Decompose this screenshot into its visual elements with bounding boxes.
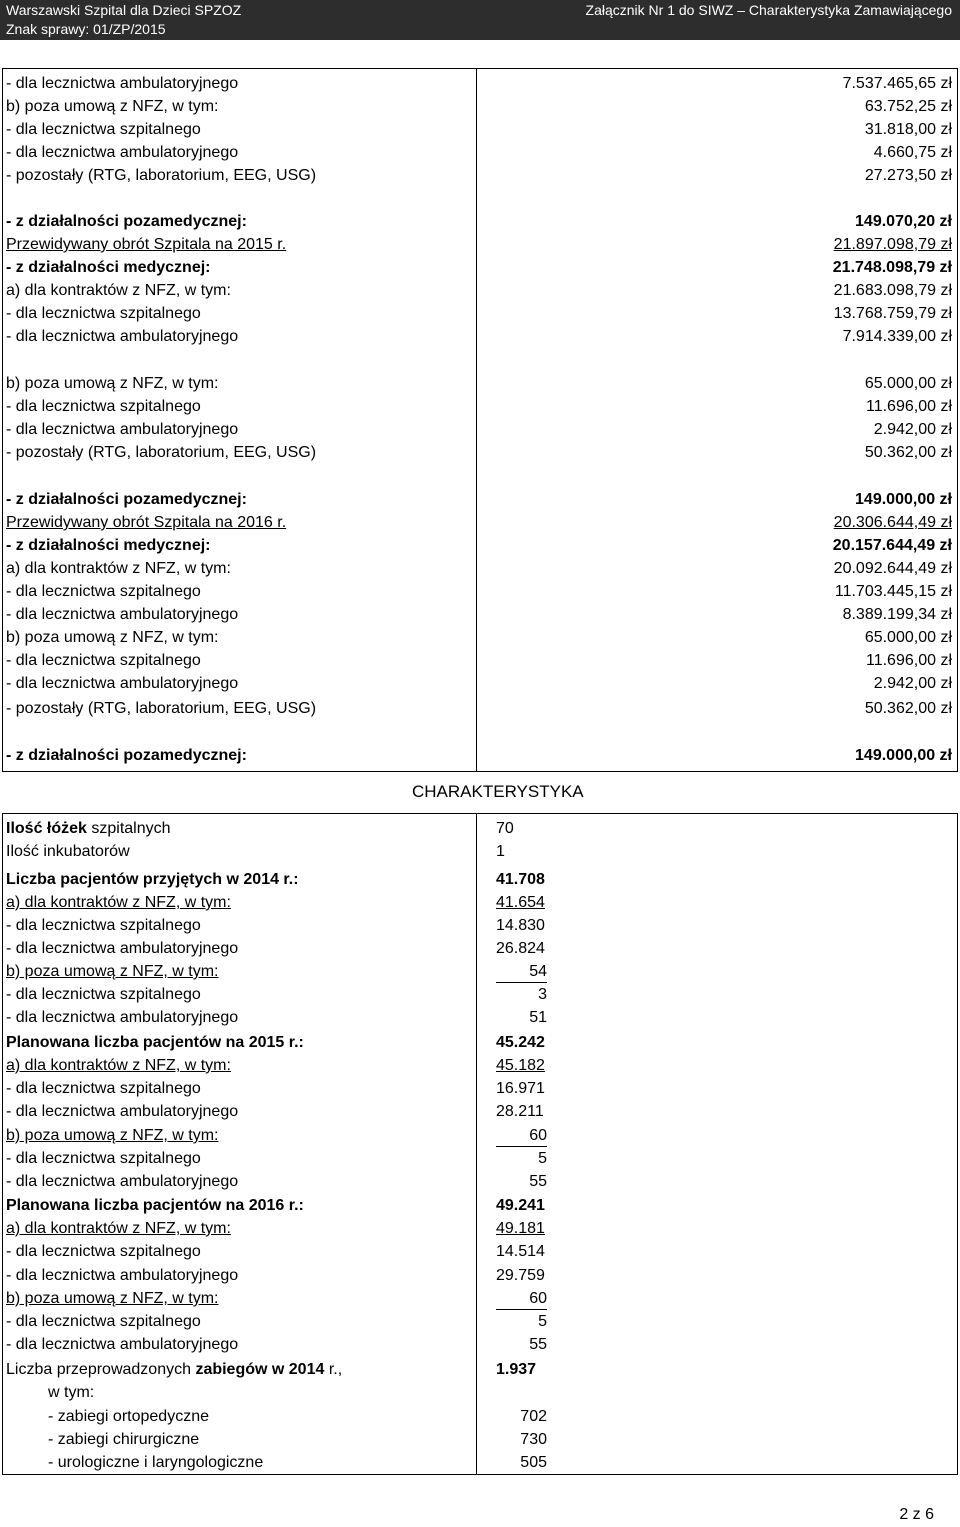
procedures-subtitle: w tym: — [48, 1384, 95, 1401]
char-value: 54 — [496, 962, 547, 983]
procedure-item-value: 505 — [520, 1454, 547, 1471]
char-label: b) poza umową z NFZ, w tym: — [6, 963, 219, 980]
finance-label: Przewidywany obrót Szpitala na 2015 r. — [6, 236, 287, 253]
finance-label: - dla lecznictwa ambulatoryjnego — [6, 421, 239, 438]
finance-value: 7.537.465,65 zł — [842, 75, 952, 92]
finance-value: 2.942,00 zł — [873, 421, 952, 438]
table-divider — [476, 68, 477, 772]
incubators-label: Ilość inkubatorów — [6, 843, 130, 860]
char-label: - dla lecznictwa szpitalnego — [6, 1313, 201, 1330]
finance-label: - z działalności pozamedycznej: — [6, 491, 247, 508]
finance-value: 13.768.759,79 zł — [833, 305, 952, 322]
procedure-item-label: - urologiczne i laryngologiczne — [48, 1454, 264, 1471]
finance-value: 20.157.644,49 zł — [832, 537, 952, 554]
finance-label: - dla lecznictwa szpitalnego — [6, 398, 201, 415]
char-label: - dla lecznictwa szpitalnego — [6, 917, 201, 934]
char-label: - dla lecznictwa ambulatoryjnego — [6, 940, 239, 957]
finance-value: 65.000,00 zł — [864, 375, 952, 392]
char-label: - dla lecznictwa ambulatoryjnego — [6, 1173, 239, 1190]
finance-value: 11.696,00 zł — [866, 652, 952, 669]
char-label: Liczba pacjentów przyjętych w 2014 r.: — [6, 871, 299, 888]
finance-label: - dla lecznictwa szpitalnego — [6, 652, 201, 669]
table-border-top — [2, 68, 958, 69]
finance-value: 20.092.644,49 zł — [833, 560, 952, 577]
procedures-label-b: zabiegów w 2014 — [195, 1361, 325, 1378]
table-border-right — [957, 68, 958, 772]
char-label: Planowana liczba pacjentów na 2016 r.: — [6, 1197, 304, 1214]
char-value: 51 — [529, 1009, 547, 1026]
finance-value: 11.696,00 zł — [866, 398, 952, 415]
char-label: - dla lecznictwa ambulatoryjnego — [6, 1103, 239, 1120]
finance-value: 149.070,20 zł — [855, 213, 952, 230]
char-value: 28.211 — [496, 1103, 544, 1120]
finance-label: - z działalności medycznej: — [6, 259, 211, 276]
char-value: 41.654 — [496, 894, 545, 911]
finance-label: - pozostały (RTG, laboratorium, EEG, USG) — [6, 700, 317, 717]
finance-label: Przewidywany obrót Szpitala na 2016 r. — [6, 514, 287, 531]
char-label: - dla lecznictwa ambulatoryjnego — [6, 1336, 239, 1353]
finance-value: 65.000,00 zł — [864, 629, 952, 646]
char-value: 3 — [538, 986, 547, 1003]
finance-label: - dla lecznictwa szpitalnego — [6, 305, 201, 322]
char-label: a) dla kontraktów z NFZ, w tym: — [6, 1057, 231, 1074]
beds-label-bold: Ilość łóżek — [6, 820, 87, 837]
char-label: b) poza umową z NFZ, w tym: — [6, 1290, 219, 1307]
char-label: b) poza umową z NFZ, w tym: — [6, 1127, 219, 1144]
char-label: - dla lecznictwa szpitalnego — [6, 1150, 201, 1167]
beds-label-rest: szpitalnych — [86, 820, 171, 837]
char-value-wrap — [496, 960, 547, 983]
char-table-divider — [476, 813, 477, 1475]
procedure-item-value: 702 — [520, 1408, 547, 1425]
case-number: Znak sprawy: 01/ZP/2015 — [6, 21, 166, 37]
procedure-item-value: 730 — [520, 1431, 547, 1448]
table-border-left — [2, 68, 3, 772]
char-value: 14.514 — [496, 1243, 545, 1260]
procedures-label-a: Liczba przeprowadzonych — [6, 1361, 196, 1378]
char-label: a) dla kontraktów z NFZ, w tym: — [6, 1220, 231, 1237]
finance-value: 50.362,00 zł — [864, 700, 952, 717]
char-label: - dla lecznictwa szpitalnego — [6, 986, 201, 1003]
finance-label: - dla lecznictwa szpitalnego — [6, 583, 201, 600]
header-attachment-title: Załącznik Nr 1 do SIWZ – Charakterystyka Zamawiającego — [585, 2, 952, 18]
finance-label: - z działalności medycznej: — [6, 537, 211, 554]
finance-label: b) poza umową z NFZ, w tym: — [6, 375, 219, 392]
finance-label: a) dla kontraktów z NFZ, w tym: — [6, 282, 231, 299]
beds-label — [6, 817, 171, 840]
char-label: a) dla kontraktów z NFZ, w tym: — [6, 894, 231, 911]
finance-value: 149.000,00 zł — [855, 491, 952, 508]
procedures-label — [6, 1358, 342, 1381]
finance-value: 21.897.098,79 zł — [833, 236, 952, 253]
procedures-value: 1.937 — [496, 1361, 537, 1378]
finance-value: 2.942,00 zł — [873, 675, 952, 692]
char-value: 55 — [529, 1173, 547, 1190]
char-value: 16.971 — [496, 1080, 545, 1097]
procedures-label-c: r., — [324, 1361, 343, 1378]
finance-value: 4.660,75 zł — [873, 144, 952, 161]
char-value: 45.242 — [496, 1034, 545, 1051]
finance-label: a) dla kontraktów z NFZ, w tym: — [6, 560, 231, 577]
char-label: - dla lecznictwa szpitalnego — [6, 1080, 201, 1097]
header-left — [6, 1, 241, 39]
finance-label: - pozostały (RTG, laboratorium, EEG, USG) — [6, 444, 317, 461]
finance-label: - dla lecznictwa ambulatoryjnego — [6, 328, 239, 345]
procedure-item-label: - zabiegi chirurgiczne — [48, 1431, 200, 1448]
finance-value: 27.273,50 zł — [864, 167, 952, 184]
finance-label: - dla lecznictwa ambulatoryjnego — [6, 675, 239, 692]
finance-label: - pozostały (RTG, laboratorium, EEG, USG) — [6, 167, 317, 184]
char-value-wrap — [496, 1124, 547, 1147]
char-table-border-top — [2, 813, 958, 814]
char-value: 14.830 — [496, 917, 545, 934]
finance-value: 21.748.098,79 zł — [832, 259, 952, 276]
char-table-border-left — [2, 813, 3, 1475]
finance-value: 31.818,00 zł — [864, 121, 952, 138]
finance-value: 63.752,25 zł — [864, 98, 952, 115]
char-value: 45.182 — [496, 1057, 545, 1074]
finance-label: - dla lecznictwa ambulatoryjnego — [6, 144, 239, 161]
table-border-bottom — [2, 771, 958, 772]
finance-label: b) poza umową z NFZ, w tym: — [6, 98, 219, 115]
beds-value: 70 — [496, 820, 514, 837]
char-value: 5 — [538, 1313, 547, 1330]
document-header — [0, 0, 960, 40]
incubators-value: 1 — [496, 843, 505, 860]
finance-label: - dla lecznictwa szpitalnego — [6, 121, 201, 138]
char-value: 49.241 — [496, 1197, 545, 1214]
char-value: 60 — [496, 1126, 547, 1147]
finance-value: 149.000,00 zł — [855, 747, 952, 764]
hospital-name: Warszawski Szpital dla Dzieci SPZOZ — [6, 2, 242, 18]
char-table-border-right — [957, 813, 958, 1475]
finance-value: 8.389.199,34 zł — [842, 606, 952, 623]
char-label: - dla lecznictwa ambulatoryjnego — [6, 1009, 239, 1026]
char-value: 26.824 — [496, 940, 545, 957]
char-value: 49.181 — [496, 1220, 545, 1237]
section-title: CHARAKTERYSTYKA — [412, 782, 584, 801]
char-label: - dla lecznictwa szpitalnego — [6, 1243, 201, 1260]
char-table-border-bottom — [2, 1474, 958, 1475]
finance-label: - z działalności pozamedycznej: — [6, 213, 247, 230]
char-value: 60 — [496, 1289, 547, 1310]
finance-value: 20.306.644,49 zł — [833, 514, 952, 531]
char-value: 55 — [529, 1336, 547, 1353]
finance-label: b) poza umową z NFZ, w tym: — [6, 629, 219, 646]
char-value: 5 — [538, 1150, 547, 1167]
char-value: 41.708 — [496, 871, 545, 888]
finance-value: 11.703.445,15 zł — [834, 583, 952, 600]
char-label: Planowana liczba pacjentów na 2015 r.: — [6, 1034, 304, 1051]
finance-label: - z działalności pozamedycznej: — [6, 747, 247, 764]
finance-value: 50.362,00 zł — [864, 444, 952, 461]
finance-label: - dla lecznictwa ambulatoryjnego — [6, 75, 239, 92]
page-number: 2 z 6 — [899, 1506, 934, 1523]
char-value: 29.759 — [496, 1267, 545, 1284]
char-value-wrap — [496, 1287, 547, 1310]
char-label: - dla lecznictwa ambulatoryjnego — [6, 1267, 239, 1284]
finance-value: 21.683.098,79 zł — [833, 282, 952, 299]
finance-label: - dla lecznictwa ambulatoryjnego — [6, 606, 239, 623]
procedure-item-label: - zabiegi ortopedyczne — [48, 1408, 209, 1425]
finance-value: 7.914.339,00 zł — [842, 328, 952, 345]
